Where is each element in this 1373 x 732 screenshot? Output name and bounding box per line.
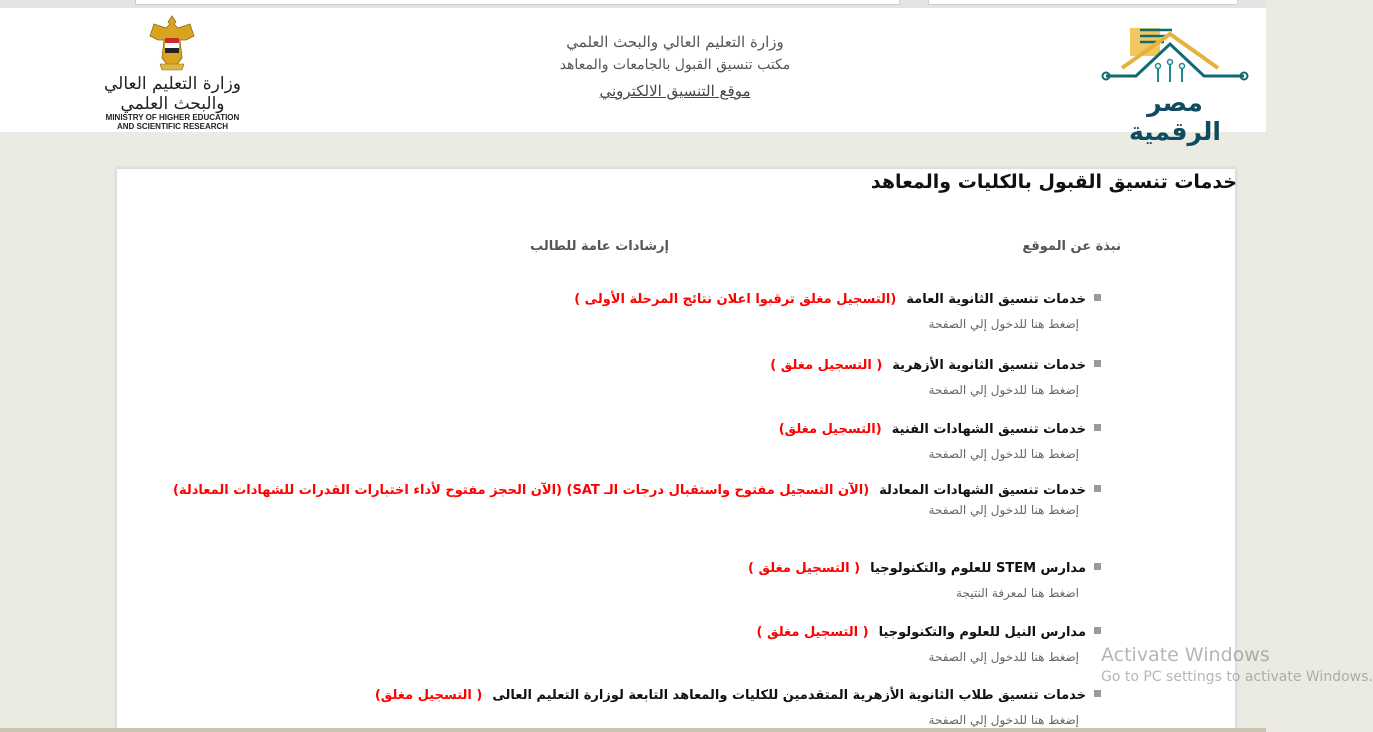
service-item-azhar-secondary <box>101 357 1101 397</box>
status-badge: ( التسجيل مغلق ) <box>756 625 869 640</box>
page-title: خدمات تنسيق القبول بالكليات والمعاهد <box>870 171 1237 193</box>
service-title-line <box>101 291 1101 308</box>
watermark-line1: Activate Windows <box>1101 644 1270 666</box>
service-item-nile-schools <box>101 624 1101 664</box>
tab-student-guidelines[interactable]: إرشادات عامة للطالب <box>530 239 669 254</box>
service-title-line <box>101 560 1101 577</box>
result-link[interactable]: اضغط هنا لمعرفة النتيجة <box>956 586 1079 600</box>
bullet-icon <box>1094 563 1101 570</box>
service-title-line <box>101 687 1101 704</box>
status-badge: ( التسجيل مغلق ) <box>770 358 883 373</box>
bottom-scroll-strip <box>0 728 1266 732</box>
ministry-logo[interactable] <box>90 12 255 132</box>
bullet-icon <box>1094 690 1101 697</box>
bullet-icon <box>1094 424 1101 431</box>
service-name[interactable]: خدمات تنسيق طلاب الثانوية الأزهرية المتقدمين للكليات والمعاهد التابعة لوزارة التعليم العالى <box>492 688 1086 703</box>
office-name: مكتب تنسيق القبول بالجامعات والمعاهد <box>559 57 791 73</box>
status-badge: ( التسجيل مغلق ) <box>748 561 861 576</box>
service-name[interactable]: مدارس STEM للعلوم والتكنولوجيا <box>870 561 1086 576</box>
browser-tab-area <box>135 0 900 5</box>
enter-page-link[interactable]: إضغط هنا للدخول إلي الصفحة <box>928 650 1079 664</box>
service-item-azhar-applicants <box>101 687 1101 727</box>
bullet-icon <box>1094 294 1101 301</box>
enter-page-link[interactable]: إضغط هنا للدخول إلي الصفحة <box>928 713 1079 727</box>
bullet-icon <box>1094 485 1101 492</box>
enter-page-link[interactable]: إضغط هنا للدخول إلي الصفحة <box>928 317 1079 331</box>
enter-page-link[interactable]: إضغط هنا للدخول إلي الصفحة <box>928 503 1079 517</box>
service-name[interactable]: خدمات تنسيق الثانوية الأزهرية <box>892 358 1086 373</box>
service-name[interactable]: مدارس النيل للعلوم والتكنولوجيا <box>878 625 1086 640</box>
ministry-english-line2: AND SCIENTIFIC RESEARCH <box>116 122 229 131</box>
enter-page-link[interactable]: إضغط هنا للدخول إلي الصفحة <box>928 383 1079 397</box>
service-name[interactable]: خدمات تنسيق الشهادات الفنية <box>891 422 1086 437</box>
service-title-line <box>101 421 1101 438</box>
header-titles <box>520 30 830 106</box>
service-title-line <box>101 482 1101 499</box>
service-title-line <box>101 624 1101 641</box>
services-panel <box>116 168 1236 732</box>
ministry-english-line1: MINISTRY OF HIGHER EDUCATION <box>105 113 240 122</box>
watermark-line2: Go to PC settings to activate Windows. <box>1101 669 1373 685</box>
status-badge: (الآن التسجيل مفتوح واستقبال درجات الـ SAT) (الآن الحجز مفتوح لأداء اختبارات القدرات للشهادات المعادلة) <box>173 483 870 498</box>
status-badge: (التسجيل مغلق) <box>778 422 882 437</box>
status-badge: ( التسجيل مغلق) <box>374 688 483 703</box>
service-title-line <box>101 357 1101 374</box>
browser-top-strip <box>0 0 1266 8</box>
service-name[interactable]: خدمات تنسيق الثانوية العامة <box>906 292 1086 307</box>
windows-activation-watermark <box>1101 643 1373 687</box>
ministry-english-name <box>90 113 255 131</box>
bullet-icon <box>1094 627 1101 634</box>
enter-page-link[interactable]: إضغط هنا للدخول إلي الصفحة <box>928 447 1079 461</box>
ministry-calligraphy: وزارة التعليم العالي والبحث العلمي <box>103 74 241 114</box>
site-header <box>0 8 1266 146</box>
service-item-general-secondary <box>101 291 1101 331</box>
service-name[interactable]: خدمات تنسيق الشهادات المعادلة <box>879 483 1086 498</box>
service-item-stem-schools <box>101 560 1101 600</box>
browser-tab-area-2 <box>928 0 1238 5</box>
ministry-name: وزارة التعليم العالي والبحث العلمي <box>566 33 784 51</box>
service-item-technical-certificates <box>101 421 1101 461</box>
service-item-equivalent-certificates <box>101 482 1101 517</box>
status-badge: (التسجيل مغلق ترقبوا اعلان نتائج المرحلة الأولى ) <box>574 292 897 307</box>
egypt-eagle-emblem-icon <box>148 14 196 72</box>
site-link[interactable]: موقع التنسيق الالكتروني <box>599 82 751 100</box>
digital-egypt-logo[interactable] <box>1100 16 1250 146</box>
digital-egypt-wordmark: مصر الرقمية <box>1128 88 1221 146</box>
digital-egypt-logo-icon <box>1100 16 1250 90</box>
tab-about-site[interactable]: نبذة عن الموقع <box>1022 239 1121 254</box>
bullet-icon <box>1094 360 1101 367</box>
